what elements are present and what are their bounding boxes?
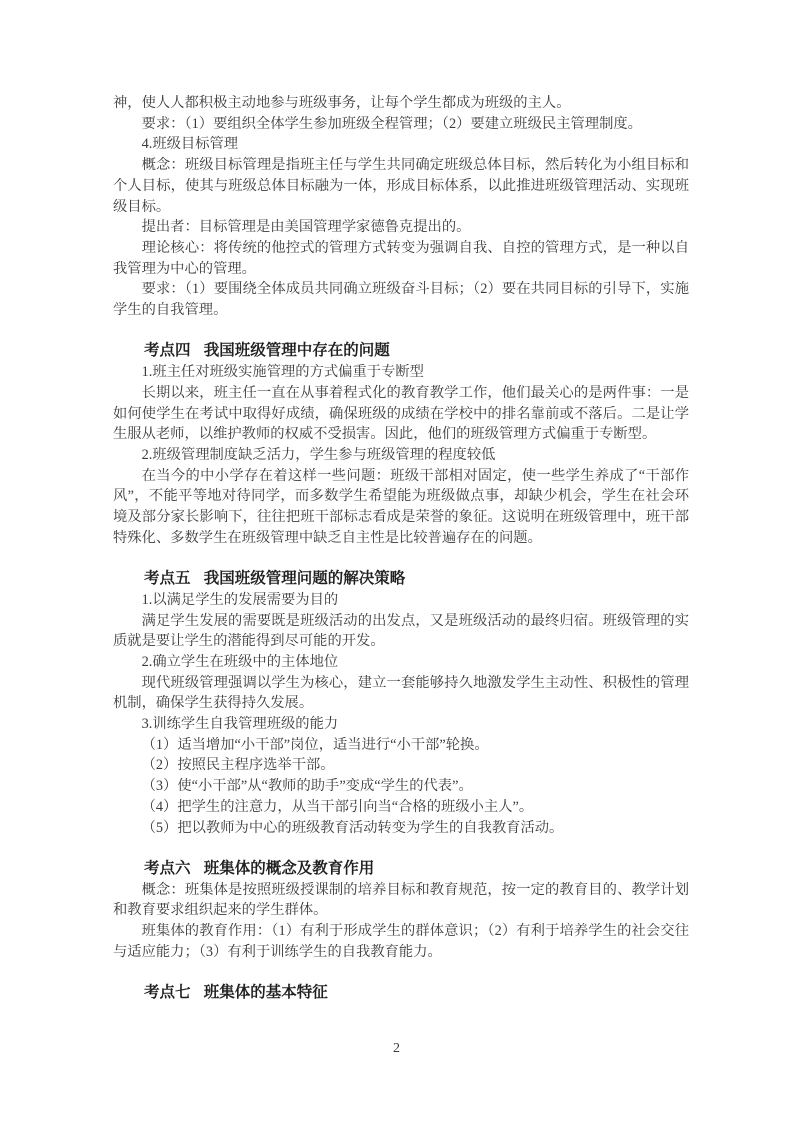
body-paragraph: 3.训练学生自我管理班级的能力: [141, 716, 339, 733]
body-paragraph: 在当今的中小学存在着这样一些问题：班级干部相对固定，使一些学生养成了“干部作风”，不能平等地对待同学，而多数学生希望能为班级做点事，却缺少机会，学生在社会环境及部分家长影响下，往往把班干部标志看成是荣誉的象征。这说明在班级管理中，班干部特殊化、多数学生在班级管理中缺乏自主性是比较普遍存在的问题。: [113, 467, 689, 546]
heading-title: 我国班级管理问题的解决策略: [203, 570, 406, 588]
body-paragraph: 提出者：目标管理是由美国管理学家德鲁克提出的。: [141, 219, 471, 236]
heading-number: 考点六: [144, 859, 191, 877]
section-heading-kaodian-5: [113, 569, 689, 590]
heading-number: 考点四: [144, 342, 191, 360]
body-paragraph: 要求：（1）要组织全体学生参加班级全程管理；（2）要建立班级民主管理制度。: [141, 115, 642, 132]
body-paragraph: 2.确立学生在班级中的主体地位: [141, 653, 339, 670]
body-paragraph: 要求：（1）要围绕全体成员共同确立班级奋斗目标；（2）要在共同目标的引导下，实施学生的自我管理。: [113, 281, 689, 319]
body-paragraph: 4.班级目标管理: [141, 136, 239, 153]
body-paragraph: 满足学生发展的需要既是班级活动的出发点，又是班级活动的最终归宿。班级管理的实质就是要让学生的潜能得到尽可能的开发。: [113, 612, 689, 650]
heading-number: 考点七: [144, 984, 191, 1002]
list-item-paragraph: （3）使“小干部”从“教师的助手”变成“学生的代表”。: [141, 778, 473, 795]
list-item-paragraph: （2）按照民主程序选举干部。: [141, 757, 335, 774]
body-paragraph: 长期以来，班主任一直在从事着程式化的教育教学工作，他们最关心的是两件事：一是如何使学生在考试中取得好成绩，确保班级的成绩在学校中的排名靠前或不落后。二是让学生服从老师，以维护教师的权威不受损害。因此，他们的班级管理方式偏重于专断型。: [113, 384, 689, 443]
page-number: 2: [393, 1041, 400, 1056]
body-paragraph: 概念：班集体是按照班级授课制的培养目标和教育规范，按一定的教育目的、教学计划和教育要求组织起来的学生群体。: [113, 881, 689, 919]
heading-number: 考点五: [144, 570, 191, 588]
body-paragraph: 神，使人人都积极主动地参与班级事务，让每个学生都成为班级的主人。: [113, 95, 571, 111]
heading-title: 我国班级管理中存在的问题: [203, 342, 390, 360]
body-paragraph: 现代班级管理强调以学生为核心，建立一套能够持久地激发学生主动性、积极性的管理机制，确保学生获得持久发展。: [113, 674, 689, 712]
list-item-paragraph: （1）适当增加“小干部”岗位，适当进行“小干部”轮换。: [141, 736, 489, 753]
list-item-paragraph: （4）把学生的注意力，从当干部引向当“合格的班级小主人”。: [141, 798, 534, 815]
body-paragraph: 1.以满足学生的发展需要为目的: [141, 591, 339, 608]
body-paragraph: 班集体的教育作用：（1）有利于形成学生的群体意识；（2）有利于培养学生的社会交往与适应能力；（3）有利于训练学生的自我教育能力。: [113, 923, 689, 960]
body-paragraph: 概念：班级目标管理是指班主任与学生共同确定班级总体目标，然后转化为小组目标和个人目标，使其与班级总体目标融为一体，形成目标体系，以此推进班级管理活动、实现班级目标。: [113, 157, 689, 215]
section-heading-kaodian-7: [113, 983, 689, 1004]
body-paragraph: 1.班主任对班级实施管理的方式偏重于专断型: [141, 364, 424, 381]
page-body-text: [113, 93, 689, 1004]
section-heading-kaodian-4: [113, 341, 689, 362]
list-item-paragraph: （5）把以教师为中心的班级教育活动转变为学生的自我教育活动。: [141, 819, 564, 836]
heading-title: 班集体的基本特征: [203, 984, 328, 1002]
body-paragraph: 2.班级管理制度缺乏活力，学生参与班级管理的程度较低: [141, 446, 496, 463]
section-heading-kaodian-6: [113, 859, 689, 880]
body-paragraph: 理论核心：将传统的他控式的管理方式转变为强调自我、自控的管理方式，是一种以自我管理为中心的管理。: [113, 239, 689, 277]
heading-title: 班集体的概念及教育作用: [203, 859, 375, 877]
